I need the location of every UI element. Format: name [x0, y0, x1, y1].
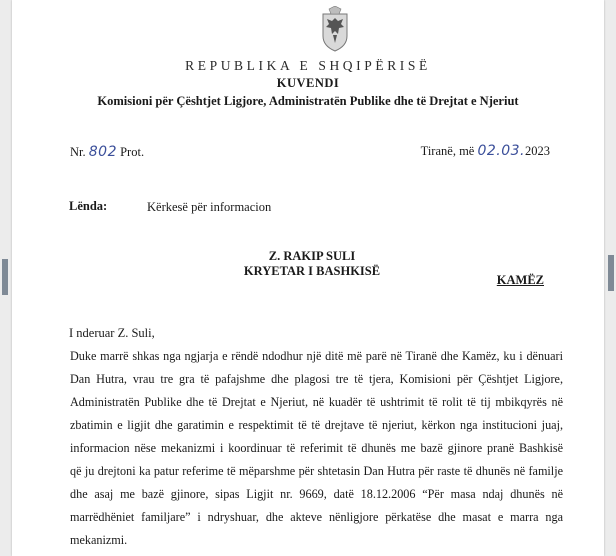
assembly-heading: KUVENDI [276, 76, 340, 90]
body-line: zbatimin e ligjit dhe garatimin e respektimit të të drejtave të njeriut, kërkon nga institucioni juaj, [70, 418, 563, 432]
albania-coat-of-arms-icon [320, 6, 350, 52]
protocol-number [70, 144, 144, 160]
body-line: Dan Hutra, vrau tre gra të pafajshme dhe plagosi tre të tjera, Komisioni për Çështjet Ligjore, [70, 372, 563, 386]
recipient-city: KAMËZ [496, 273, 544, 287]
republic-heading: REPUBLIKA E SHQIPËRISË [185, 58, 431, 73]
body-line: Administratën Publike dhe të Drejtat e Njeriut, në kuadër të ushtrimit të rolit të tij mbikqyrës në [70, 395, 563, 409]
body-line: dhe asaj me bazë gjinore, sipas Ligjit nr. 9669, datë 18.12.2006 “Për masa ndaj dhunës në [70, 487, 563, 501]
nr-label: Nr. [70, 145, 86, 159]
letter-date [421, 143, 550, 159]
body-line: që ju drejtoni ka patur referime të mëparshme për shtetasin Dan Hutra për raste të dhunës në familje [70, 464, 563, 478]
subject-label: Lënda: [69, 199, 108, 213]
subject-value: Kërkesë për informacion [147, 200, 272, 214]
body-line: Duke marrë shkas nga ngjarja e rëndë ndodhur një ditë më parë në Tiranë dhe Kamëz, ku i dënuari [70, 349, 563, 363]
date-year: 2023 [525, 144, 550, 158]
document-page [12, 0, 604, 556]
body-line: informacion nëse mekanizmi i koordinuar të referimit të dhunës me bazë gjinore pranë Bashkisë [70, 441, 563, 455]
prot-label: Prot. [120, 145, 145, 159]
nr-handwritten-value: 802 [88, 144, 117, 160]
left-scroll-tab [2, 259, 8, 295]
recipient-name: Z. RAKIP SULI [268, 249, 356, 263]
recipient-title: KRYETAR I BASHKISË [243, 264, 381, 278]
body-line: mekanizmi. [70, 533, 128, 547]
body-line: marrëdhëniet familjare” i ndryshuar, dhe akteve nënligjore përkatëse dhe masat e marra nga [70, 510, 563, 524]
commission-heading: Komisioni për Çështjet Ligjore, Administratën Publike dhe të Drejtat e Njeriut [97, 94, 519, 108]
right-scroll-tab [608, 255, 614, 291]
date-handwritten: 02.03. [477, 143, 525, 159]
date-prefix: Tiranë, më [420, 144, 475, 158]
salutation: I nderuar Z. Suli, [69, 326, 155, 340]
